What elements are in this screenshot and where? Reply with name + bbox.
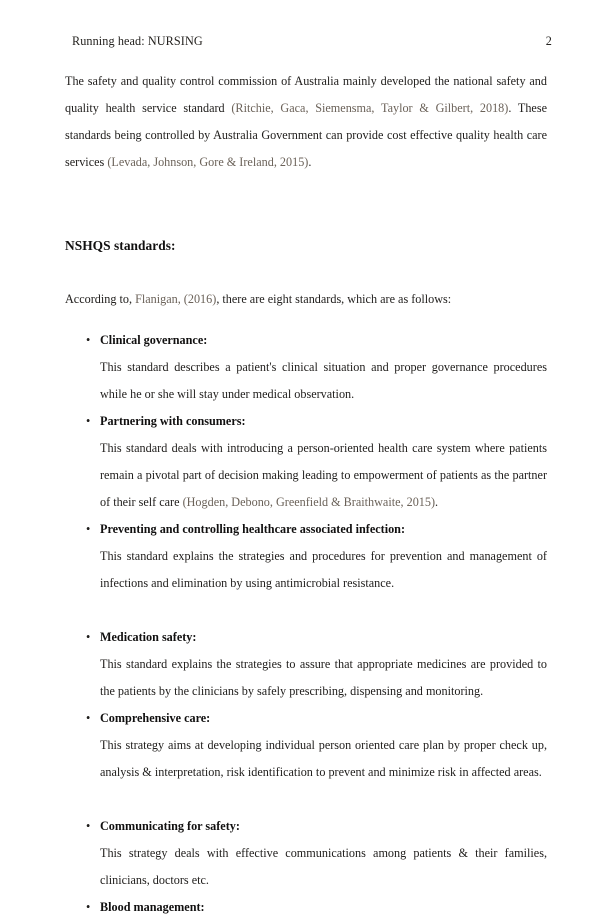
list-item	[65, 327, 547, 408]
bullet-icon: •	[86, 711, 91, 725]
bullet-icon: •	[86, 522, 91, 536]
intro-paragraph	[65, 68, 547, 176]
citation-levada: (Levada, Johnson, Gore & Ireland, 2015)	[107, 155, 309, 169]
bullet-icon: •	[86, 333, 91, 347]
bullet-icon: •	[86, 819, 91, 833]
spacer	[65, 259, 547, 286]
standard-description-text: This strategy deals with effective communications among patients & their families, clinicians, doctors etc.	[100, 846, 547, 887]
standard-title: Partnering with consumers:	[100, 414, 246, 428]
standard-description	[100, 435, 547, 516]
intro-text-part1: The safety and quality control commission of Australia mainly developed the national safety and quality health service standard	[65, 74, 547, 115]
standard-description-text-tail: .	[435, 495, 439, 509]
running-head-label: Running head: NURSING	[72, 34, 203, 48]
standard-description	[100, 354, 547, 408]
page-number: 2	[545, 34, 552, 48]
bullet-icon: •	[86, 630, 91, 644]
standard-title: Comprehensive care:	[100, 711, 211, 725]
spacer	[65, 176, 547, 232]
standard-description-text: This standard describes a patient's clinical situation and proper governance procedures while he or she will stay under medical observation.	[100, 360, 547, 401]
standard-description-text: This standard explains the strategies to assure that appropriate medicines are provided to the patients by the clinicians by safely prescribing, dispensing and monitoring.	[100, 657, 547, 698]
list-item	[65, 705, 547, 786]
standard-title: Communicating for safety:	[100, 819, 240, 833]
standard-description	[100, 543, 547, 597]
list-item	[65, 516, 547, 597]
citation-ritchie: (Ritchie, Gaca, Siemensma, Taylor & Gilbert, 2018)	[231, 101, 509, 115]
list-item	[65, 408, 547, 516]
lead-text-part2: , there are eight standards, which are as follows:	[216, 292, 452, 306]
spacer	[65, 786, 547, 813]
intro-text-part2: . These standards being controlled by Australia Government can provide cost effective quality health care services	[65, 101, 547, 169]
bullet-icon: •	[86, 414, 91, 428]
bullet-icon: •	[86, 900, 91, 914]
citation-flanigan: Flanigan, (2016)	[135, 292, 217, 306]
standards-list	[65, 327, 547, 921]
section-lead-paragraph	[65, 286, 547, 313]
standard-description-text: This strategy aims at developing individual person oriented care plan by proper check up, analysis & interpretation, risk identification to prevent and minimize risk in affected areas.	[100, 738, 547, 779]
standard-description-text: This standard deals with introducing a person-oriented health care system where patients remain a pivotal part of decision making leading to empowerment of patients as the partner of their self care	[100, 441, 547, 509]
standard-title: Preventing and controlling healthcare associated infection:	[100, 522, 406, 536]
spacer	[65, 597, 547, 624]
running-head	[72, 34, 552, 49]
section-heading: NSHQS standards:	[65, 238, 176, 253]
standard-title: Clinical governance:	[100, 333, 208, 347]
standard-title: Blood management:	[100, 900, 205, 914]
lead-text-part1: According to,	[65, 292, 136, 306]
standard-description	[100, 732, 547, 786]
intro-text-part3: .	[308, 155, 312, 169]
list-item	[65, 894, 547, 921]
list-item	[65, 813, 547, 894]
standard-description	[100, 840, 547, 894]
standard-title: Medication safety:	[100, 630, 197, 644]
standard-description-citation: (Hogden, Debono, Greenfield & Braithwaite, 2015)	[182, 495, 436, 509]
standard-description	[100, 651, 547, 705]
spacer	[65, 313, 547, 327]
list-item	[65, 624, 547, 705]
standard-description-text: This standard explains the strategies and procedures for prevention and management of infections and elimination by using antimicrobial resistance.	[100, 549, 547, 590]
document-body	[65, 68, 547, 921]
